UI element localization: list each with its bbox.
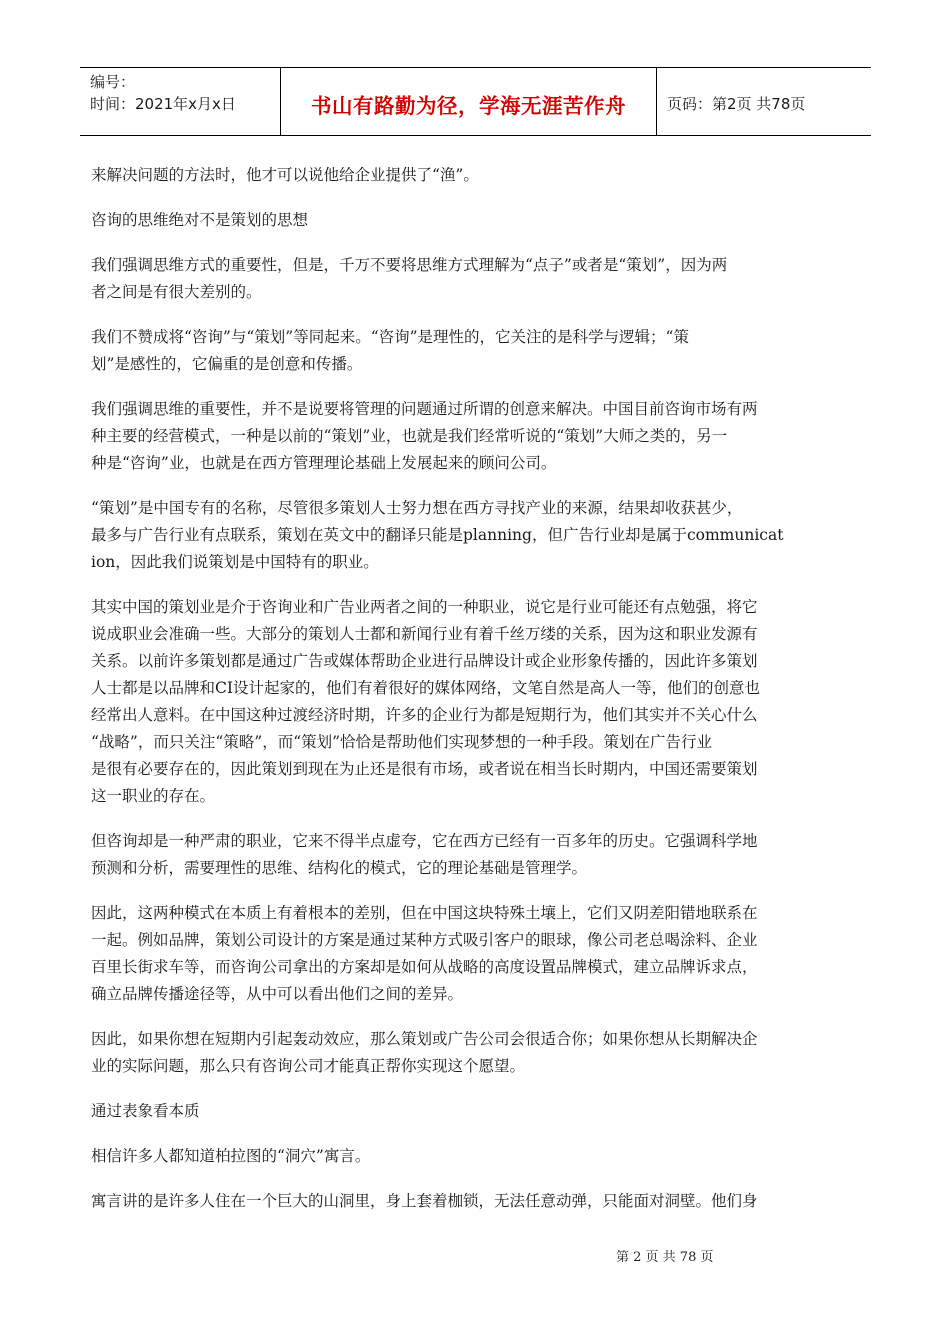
paragraph-line: 说成职业会准确一些。大部分的策划人士都和新闻行业有着千丝万缕的关系，因为这和职业发源有 <box>91 625 758 643</box>
paragraph-line: 但咨询却是一种严肃的职业，它来不得半点虚夸，它在西方已经有一百多年的历史。它强调科学地 <box>91 832 758 850</box>
paragraph-line: 因此，这两种模式在本质上有着根本的差别，但在中国这块特殊土壤上，它们又阴差阳错地联系在 <box>91 904 758 922</box>
paragraph <box>91 324 851 378</box>
paragraph-line: 我们不赞成将“咨询”与“策划”等同起来。“咨询”是理性的，它关注的是科学与逻辑；“策 <box>91 328 689 346</box>
paragraph-line: “策划”是中国专有的名称，尽管很多策划人士努力想在西方寻找产业的来源，结果却收获甚少， <box>91 499 743 517</box>
paragraph-line: 寓言讲的是许多人住在一个巨大的山洞里，身上套着枷锁，无法任意动弹，只能面对洞壁。他们身 <box>91 1192 758 1210</box>
paragraph <box>91 1098 851 1125</box>
paragraph <box>91 1026 851 1080</box>
paragraph-line: 者之间是有很大差别的。 <box>91 283 262 301</box>
paragraph <box>91 396 851 477</box>
paragraph-line: 划”是感性的，它偏重的是创意和传播。 <box>91 355 363 373</box>
paragraph-line: 种是“咨询”业，也就是在西方管理理论基础上发展起来的顾问公司。 <box>91 454 557 472</box>
paragraph-line: 一起。例如品牌，策划公司设计的方案是通过某种方式吸引客户的眼球，像公司老总喝涂料、企业 <box>91 931 758 949</box>
page-footer: 第 2 页 共 78 页 <box>616 1250 714 1265</box>
paragraph-line: 通过表象看本质 <box>91 1102 200 1120</box>
paragraph <box>91 495 851 576</box>
paragraph-line: 预测和分析，需要理性的思维、结构化的模式，它的理论基础是管理学。 <box>91 859 588 877</box>
paragraph-line: 这一职业的存在。 <box>91 787 216 805</box>
paragraph-line: 我们强调思维的重要性，并不是说要将管理的问题通过所谓的创意来解决。中国目前咨询市场有两 <box>91 400 758 418</box>
paragraph-line: 来解决问题的方法时，他才可以说他给企业提供了“渔”。 <box>91 166 479 184</box>
paragraph-line: 其实中国的策划业是介于咨询业和广告业两者之间的一种职业，说它是行业可能还有点勉强，将它 <box>91 598 758 616</box>
paragraph <box>91 162 851 189</box>
paragraph-line: 经常出人意料。在中国这种过渡经济时期，许多的企业行为都是短期行为，他们其实并不关心什么 <box>91 706 758 724</box>
header-page-info: 页码：第2页 共78页 <box>667 95 806 113</box>
paragraph <box>91 207 851 234</box>
paragraph <box>91 594 851 810</box>
paragraph-line: 种主要的经营模式，一种是以前的“策划”业，也就是我们经常听说的“策划”大师之类的，另一 <box>91 427 728 445</box>
paragraph <box>91 1143 851 1170</box>
paragraph-line: 确立品牌传播途径等，从中可以看出他们之间的差异。 <box>91 985 464 1003</box>
paragraph <box>91 1188 851 1215</box>
paragraph-line: ion，因此我们说策划是中国特有的职业。 <box>91 553 379 571</box>
paragraph-line: “战略”，而只关注“策略”，而“策划”恰恰是帮助他们实现梦想的一种手段。策划在广告行业 <box>91 733 713 751</box>
paragraph <box>91 252 851 306</box>
paragraph-line: 业的实际问题，那么只有咨询公司才能真正帮你实现这个愿望。 <box>91 1057 526 1075</box>
document-body <box>91 162 851 1215</box>
paragraph <box>91 900 851 1008</box>
header-motto: 书山有路勤为径，学海无涯苦作舟 <box>281 68 657 135</box>
header-meta-cell <box>80 68 281 135</box>
paragraph-line: 关系。以前许多策划都是通过广告或媒体帮助企业进行品牌设计或企业形象传播的，因此许多策划 <box>91 652 758 670</box>
page-header <box>80 67 871 136</box>
document-time-label: 时间：2021年x月x日 <box>90 95 236 113</box>
document-number-label: 编号： <box>90 73 136 91</box>
paragraph-line: 我们强调思维方式的重要性，但是，千万不要将思维方式理解为“点子”或者是“策划”，因为两 <box>91 256 728 274</box>
paragraph-line: 相信许多人都知道柏拉图的“洞穴”寓言。 <box>91 1147 371 1165</box>
paragraph-line: 是很有必要存在的，因此策划到现在为止还是很有市场，或者说在相当长时期内，中国还需要策划 <box>91 760 758 778</box>
paragraph-line: 最多与广告行业有点联系，策划在英文中的翻译只能是planning，但广告行业却是属于communicat <box>91 526 784 544</box>
paragraph-line: 百里长街求车等，而咨询公司拿出的方案却是如何从战略的高度设置品牌模式，建立品牌诉求点， <box>91 958 758 976</box>
paragraph <box>91 828 851 882</box>
paragraph-line: 咨询的思维绝对不是策划的思想 <box>91 211 309 229</box>
paragraph-line: 因此，如果你想在短期内引起轰动效应，那么策划或广告公司会很适合你；如果你想从长期解决企 <box>91 1030 758 1048</box>
paragraph-line: 人士都是以品牌和CI设计起家的，他们有着很好的媒体网络，文笔自然是高人一等，他们的创意也 <box>91 679 760 697</box>
